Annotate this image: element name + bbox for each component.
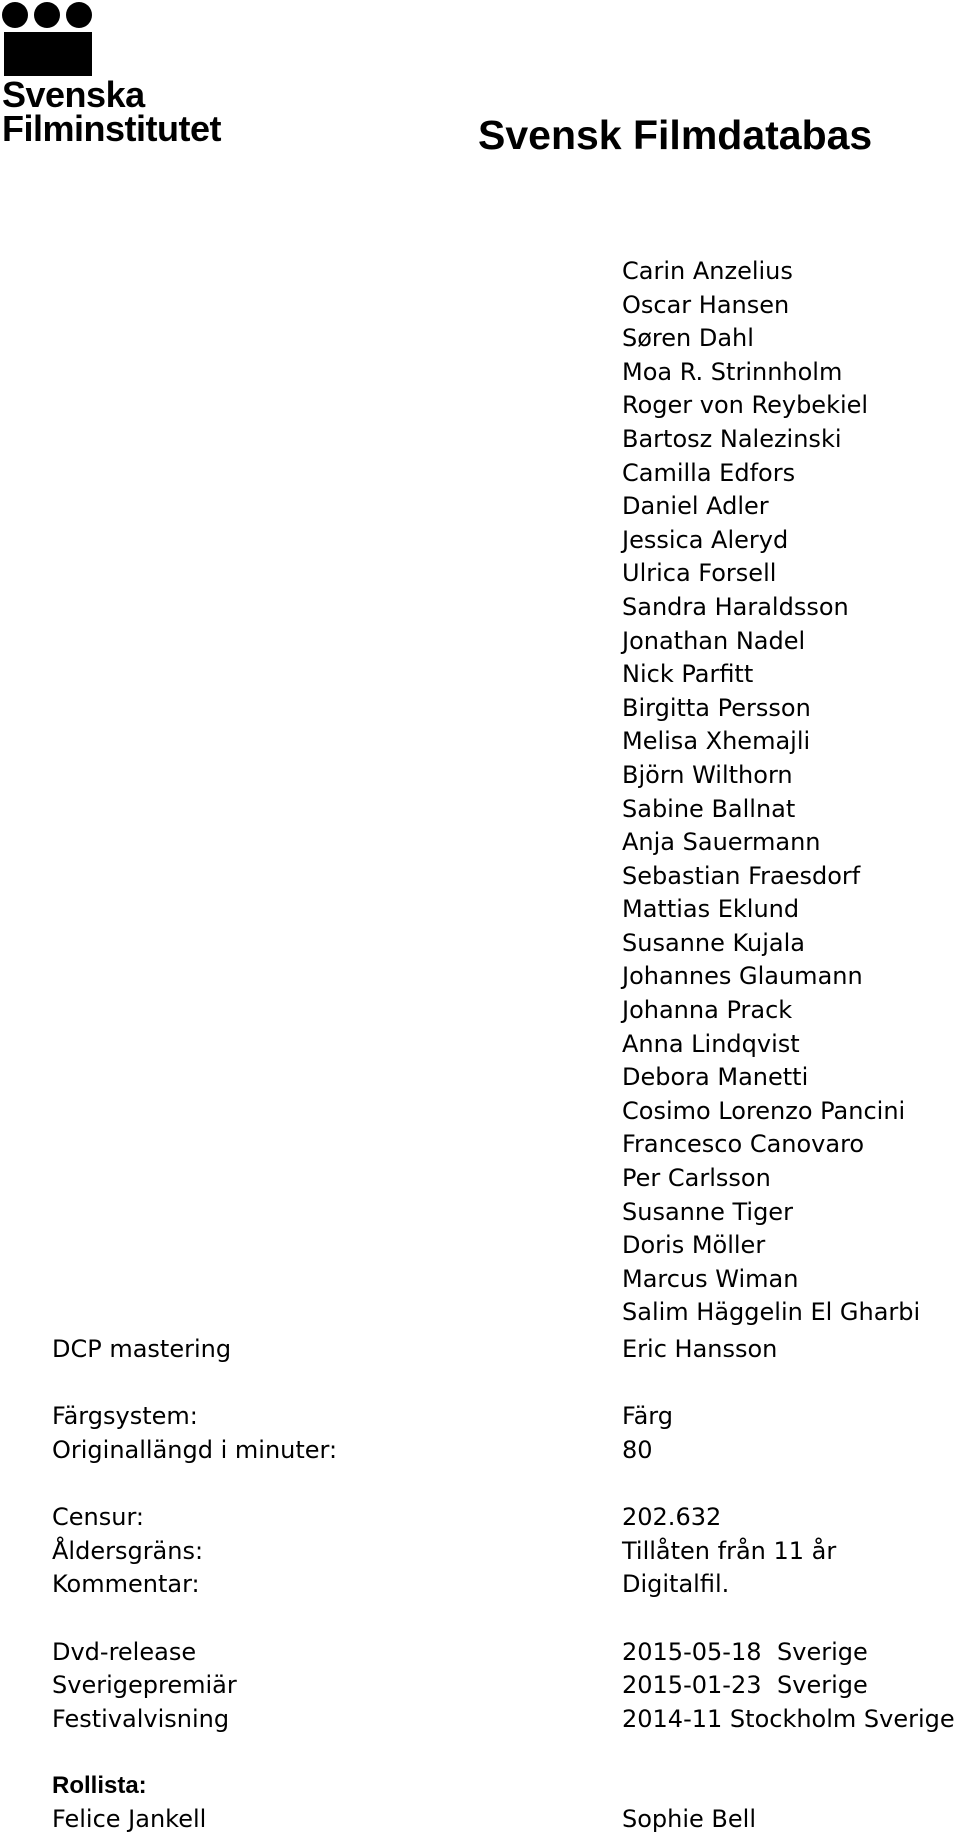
- release-date: 2015-01-23: [622, 1671, 762, 1699]
- color-system-label: Färgsystem:: [52, 1402, 198, 1430]
- censur-value: 202.632: [622, 1503, 722, 1531]
- color-system-value: Färg: [622, 1402, 673, 1430]
- credit-name: Sebastian Fraesdorf: [622, 861, 861, 890]
- credit-name: Per Carlsson: [622, 1164, 771, 1193]
- release-label: Festivalvisning: [52, 1705, 230, 1733]
- age-limit-value: Tillåten från 11 år: [622, 1537, 837, 1565]
- cast-actor: Felice Jankell: [52, 1805, 207, 1833]
- dcp-mastering-name: Eric Hansson: [622, 1335, 778, 1363]
- cast-heading: Rollista:: [52, 1772, 147, 1799]
- original-length-value: 80: [622, 1436, 653, 1464]
- dcp-mastering-label: DCP mastering: [52, 1335, 232, 1363]
- credit-name: Björn Wilthorn: [622, 760, 793, 789]
- credit-name: Camilla Edfors: [622, 458, 796, 487]
- credit-name: Cosimo Lorenzo Pancini: [622, 1096, 906, 1125]
- release-label: Dvd-release: [52, 1638, 197, 1666]
- credit-name: Jonathan Nadel: [622, 626, 806, 655]
- release-label: Sverigepremiär: [52, 1671, 237, 1699]
- logo-square-icon: [4, 32, 92, 76]
- comment-label: Kommentar:: [52, 1570, 200, 1598]
- release-place: Stockholm Sverige: [729, 1705, 955, 1733]
- credit-name: Marcus Wiman: [622, 1264, 799, 1293]
- credit-name: Roger von Reybekiel: [622, 391, 869, 420]
- logo-dots-icon: [2, 2, 94, 28]
- release-date: 2015-05-18: [622, 1638, 762, 1666]
- credit-name: Doris Möller: [622, 1231, 766, 1260]
- credit-name: Salim Häggelin El Gharbi: [622, 1298, 921, 1327]
- credit-name: Mattias Eklund: [622, 895, 800, 924]
- censur-label: Censur:: [52, 1503, 144, 1531]
- credit-name: Francesco Canovaro: [622, 1130, 865, 1159]
- credit-name: Ulrica Forsell: [622, 559, 777, 588]
- credit-name: Søren Dahl: [622, 324, 754, 353]
- credits-list: [622, 255, 920, 1330]
- release-value: [622, 1637, 868, 1667]
- credit-name: Debora Manetti: [622, 1063, 809, 1092]
- credit-name: Susanne Kujala: [622, 928, 805, 957]
- svenska-filminstitutet-logo: [2, 2, 242, 152]
- credit-name: Bartosz Nalezinski: [622, 424, 842, 453]
- release-place: Sverige: [777, 1638, 868, 1666]
- comment-value: Digitalfil.: [622, 1570, 730, 1598]
- credit-name: Anna Lindqvist: [622, 1029, 800, 1058]
- credit-name: Nick Parfitt: [622, 660, 754, 689]
- credit-name: Jessica Aleryd: [622, 525, 789, 554]
- credit-name: Johanna Prack: [622, 996, 793, 1025]
- page-title: Svensk Filmdatabas: [478, 112, 873, 158]
- credit-name: Sandra Haraldsson: [622, 592, 849, 621]
- release-value: [622, 1704, 955, 1734]
- credit-name: Sabine Ballnat: [622, 794, 796, 823]
- logo-wordmark: Svenska Filminstitutet: [2, 74, 221, 149]
- credit-name: Daniel Adler: [622, 492, 769, 521]
- credit-name: Johannes Glaumann: [622, 962, 863, 991]
- credit-name: Oscar Hansen: [622, 290, 790, 319]
- credit-name: Anja Sauermann: [622, 828, 821, 857]
- credit-name: Moa R. Strinnholm: [622, 357, 843, 386]
- credit-name: Carin Anzelius: [622, 257, 793, 285]
- credit-name: Susanne Tiger: [622, 1197, 793, 1226]
- credit-name: Birgitta Persson: [622, 693, 811, 722]
- release-value: [622, 1670, 868, 1700]
- release-date: 2014-11: [622, 1705, 723, 1733]
- age-limit-label: Åldersgräns:: [52, 1537, 204, 1565]
- cast-role: Sophie Bell: [622, 1805, 756, 1833]
- release-place: Sverige: [777, 1671, 868, 1699]
- original-length-label: Originallängd i minuter:: [52, 1436, 338, 1464]
- credit-name: Melisa Xhemajli: [622, 727, 811, 756]
